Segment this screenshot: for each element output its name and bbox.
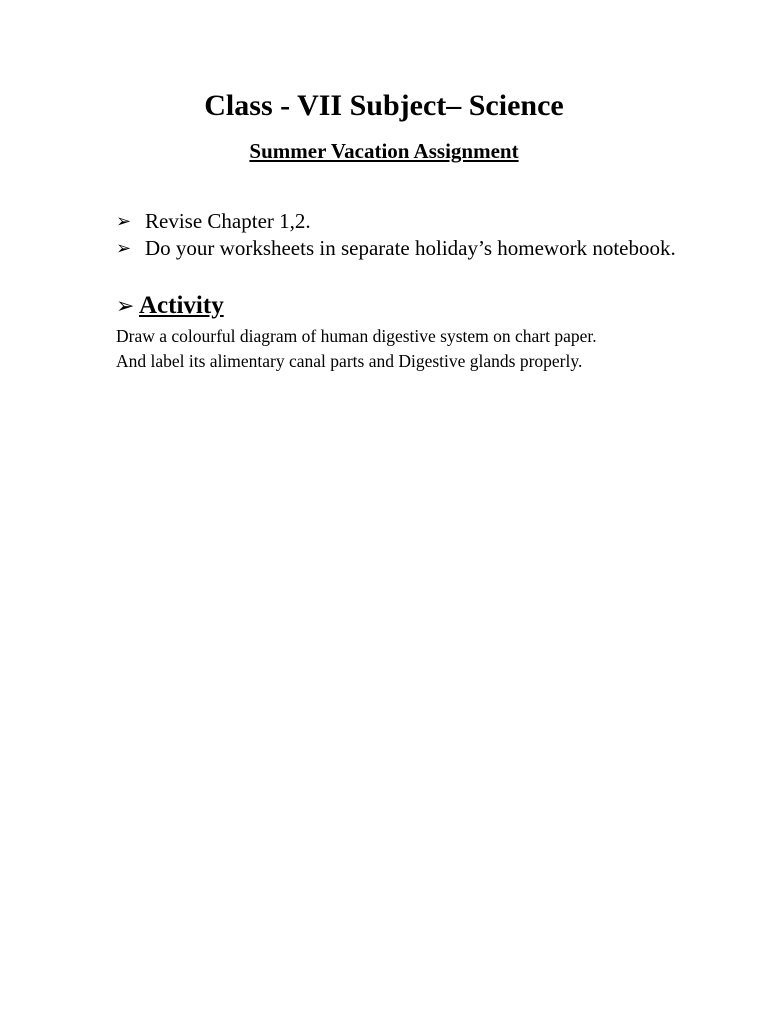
activity-heading: Activity bbox=[139, 292, 224, 319]
page-title: Class - VII Subject– Science bbox=[204, 89, 564, 122]
bullet-item bbox=[116, 208, 716, 235]
arrow-bullet-icon: ➢ bbox=[116, 238, 132, 259]
bullet-list bbox=[116, 208, 716, 262]
page-subtitle: Summer Vacation Assignment bbox=[249, 139, 519, 163]
activity-description bbox=[116, 324, 716, 374]
bullet-text: Do your worksheets in separate holiday’s homework notebook. bbox=[145, 236, 676, 260]
bullet-text: Revise Chapter 1,2. bbox=[145, 209, 311, 233]
arrow-bullet-icon: ➢ bbox=[116, 211, 132, 232]
arrow-bullet-icon: ➢ bbox=[116, 294, 135, 319]
activity-line: And label its alimentary canal parts and Digestive glands properly. bbox=[116, 351, 583, 371]
activity-line: Draw a colourful diagram of human digestive system on chart paper. bbox=[116, 326, 597, 346]
bullet-item bbox=[116, 235, 716, 262]
